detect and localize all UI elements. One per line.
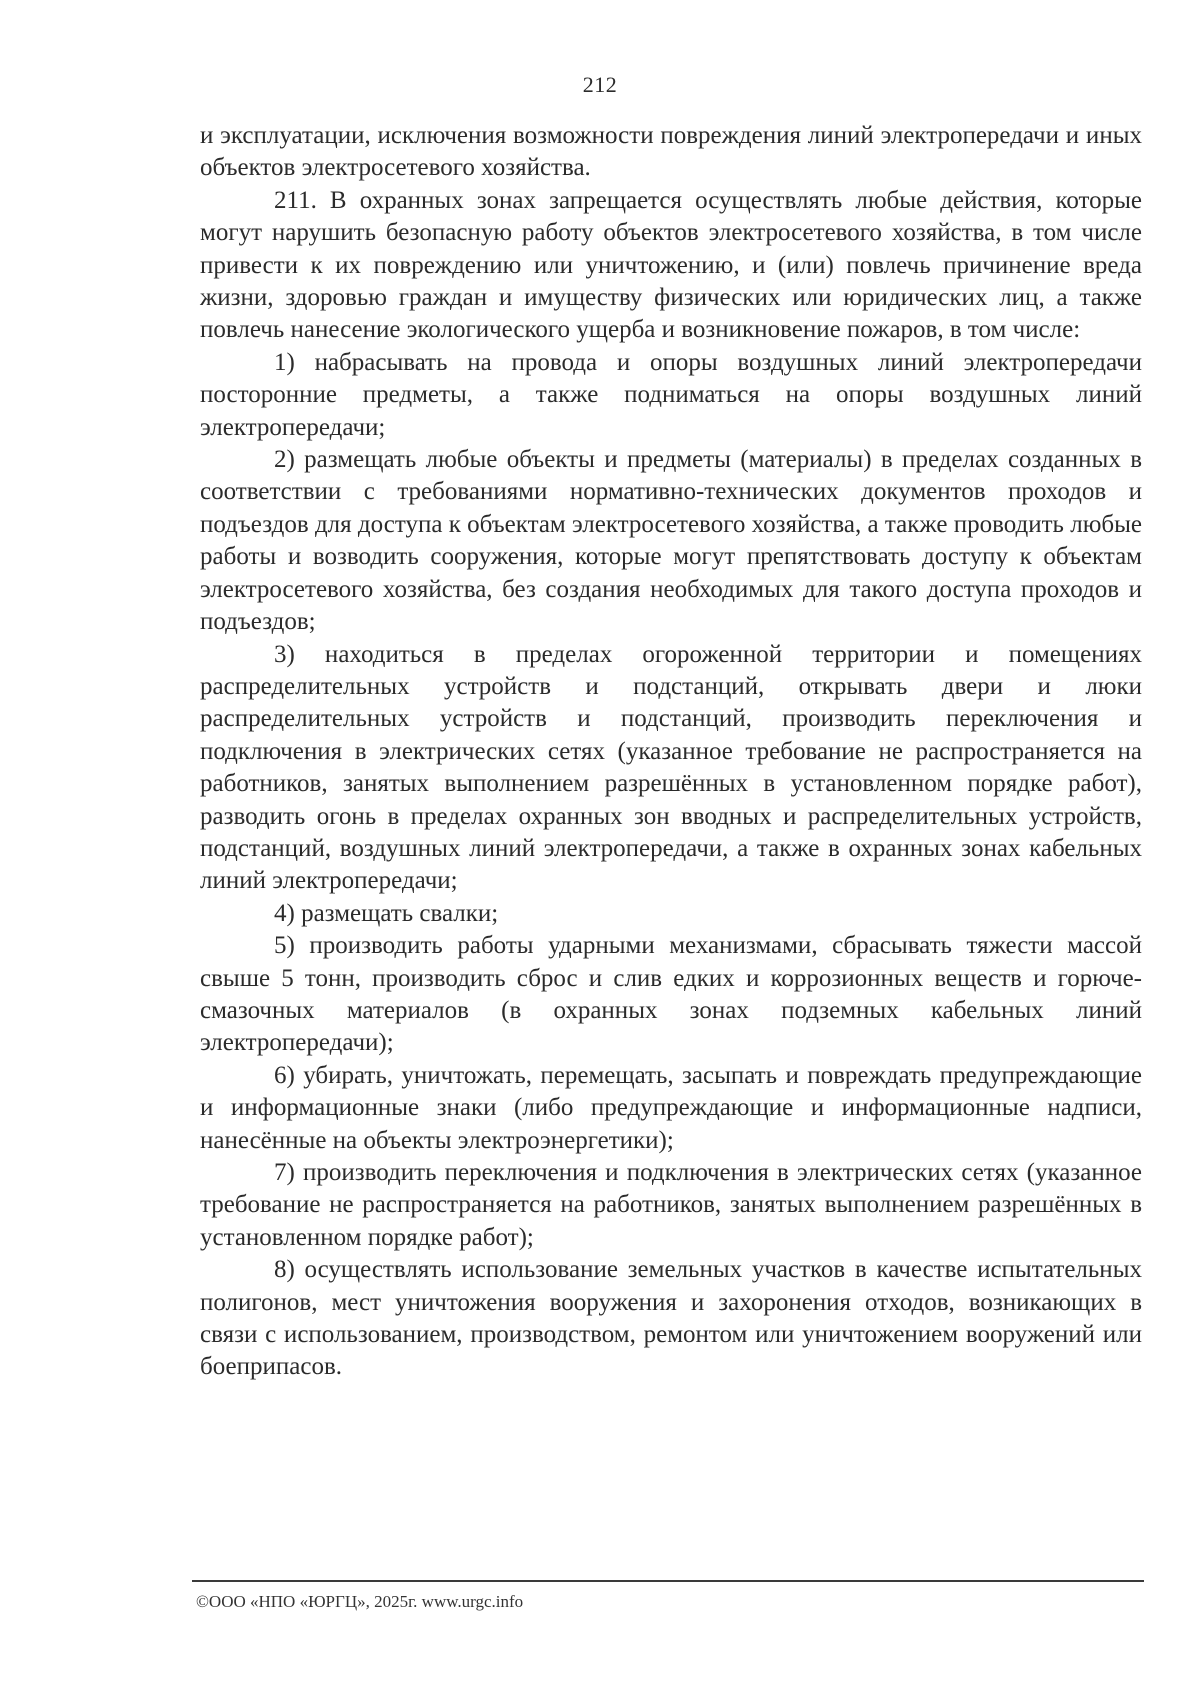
list-item-6: 6) убирать, уничтожать, перемещать, засыпать и повреждать предупреждающие и информационные знаки (либо предупреждающие и информационные надписи, нанесённые на объекты электроэнергетики); (200, 1061, 1142, 1154)
list-item-7: 7) производить переключения и подключения в электрических сетях (указанное требование не распространяется на работников, занятых выполнением разрешённых в установленном порядке работ); (200, 1159, 1142, 1251)
list-item-2: 2) размещать любые объекты и предметы (материалы) в пределах созданных в соответствии с требованиями нормативно-технических документов проходов и подъездов для доступа к объектам электросетевого хозяйства, а также проводить любые работы и возводить сооружения, которые могут препятствовать доступу к объектам электросетевого хозяйства, без создания необходимых для такого доступа проходов и подъездов; (200, 446, 1142, 636)
footer-copyright: ©ООО «НПО «ЮРГЦ», 2025г. www.urgc.info (196, 1592, 524, 1611)
list-item-4: 4) размещать свалки; (274, 899, 499, 927)
document-body (200, 120, 1142, 1384)
footer-divider (192, 1580, 1144, 1582)
paragraph-clause-211: 211. В охранных зонах запрещается осуществлять любые действия, которые могут нарушить безопасную работу объектов электросетевого хозяйства, в том числе привести к их повреждению или уничтожению, и (или) повлечь причинение вреда жизни, здоровью граждан и имуществу физических или юридических лиц, а также повлечь нанесение экологического ущерба и возникновение пожаров, в том числе: (200, 186, 1142, 344)
list-item-8: 8) осуществлять использование земельных участков в качестве испытательных полигонов, мест уничтожения вооружения и захоронения отходов, возникающих в связи с использованием, производством, ремонтом или уничтожением вооружений или боеприпасов. (200, 1256, 1142, 1381)
list-item-5: 5) производить работы ударными механизмами, сбрасывать тяжести массой свыше 5 тонн, производить сброс и слив едких и коррозионных веществ и горюче-смазочных материалов (в охранных зонах подземных кабельных линий электропередачи); (200, 932, 1142, 1057)
list-item-3: 3) находиться в пределах огороженной территории и помещениях распределительных устройств и подстанций, открывать двери и люки распределительных устройств и подстанций, производить переключения и подключения в электрических сетях (указанное требование не распространяется на работников, занятых выполнением разрешённых в установленном порядке работ), разводить огонь в пределах охранных зон вводных и распределительных устройств, подстанций, воздушных линий электропередачи, а также в охранных зонах кабельных линий электропередачи; (200, 640, 1142, 895)
list-item-1: 1) набрасывать на провода и опоры воздушных линий электропередачи посторонние предметы, а также подниматься на опоры воздушных линий электропередачи; (200, 348, 1142, 441)
page-number: 212 (582, 72, 618, 97)
paragraph-continuation: и эксплуатации, исключения возможности повреждения линий электропередачи и иных объектов электросетевого хозяйства. (200, 122, 1142, 182)
